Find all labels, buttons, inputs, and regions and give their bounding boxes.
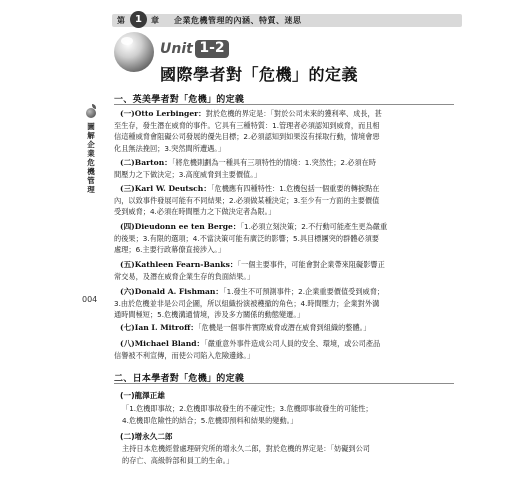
definition-text: 通時間極短；5.危機溝通情境，涉及多方關係的動態變遷。」	[114, 310, 305, 319]
unit-title: 國際學者對「危機」的定義	[160, 65, 359, 84]
definition-label: (八)Michael Bland：	[120, 339, 205, 348]
subsection-heading: (二)增永久二郎	[120, 432, 173, 441]
definition-item	[114, 157, 376, 180]
definition-label: (五)Kathleen Fearn-Banks：	[120, 260, 238, 269]
subsection-paragraph	[122, 443, 370, 466]
chapter-suffix: 章	[151, 16, 159, 25]
chapter-prefix: 第	[117, 16, 125, 25]
paragraph-line: 4.危機即危險性的結合；5.危機即預料和結果的變動。」	[122, 415, 298, 425]
definition-item	[120, 322, 370, 334]
definition-text: 至生存，發生潛在威脅的事件。它具有三種特質：1.管理者必須認知到威脅，而且相	[114, 120, 380, 130]
definition-text: 受到威脅；4.必須在時間壓力之下做決定者為限。」	[114, 207, 276, 216]
section-heading-1: 一、英美學者對「危機」的定義	[114, 95, 245, 105]
apple-icon	[86, 108, 96, 118]
section-heading-2: 二、日本學者對「危機」的定義	[114, 374, 245, 384]
definition-text: 化且無法挽回；3.突然間所遭遇。」	[114, 143, 226, 153]
definition-text: 「危機應有四種特性：1.危機包括一個重要的轉捩點在	[210, 184, 380, 193]
unit-ball-icon	[114, 32, 154, 72]
paragraph-line: 主持日本危機經營處理研究所的增永久二郎，對於危機的界定是：「妨礙到公司	[122, 444, 370, 453]
book-title-vertical: 圖解企業危機管理	[87, 122, 95, 194]
definition-item	[114, 221, 388, 256]
definition-text: 「1.發生不可預測事件；2.企業重要價值受到威脅；	[223, 287, 385, 296]
definition-text: 的後果；3.有限的選項；4.不當決策可能有廣泛的影響；5.具目標團突的群體必須要	[114, 233, 379, 243]
definition-label: (二)Barton：	[120, 158, 172, 167]
definition-item	[114, 108, 382, 154]
definition-text: 對於危機的界定是：「對於公司未來的獲利率、成長，甚	[205, 109, 382, 118]
definition-item	[114, 183, 380, 218]
subsection-heading: (一)龍澤正雄	[120, 391, 165, 400]
definition-item	[114, 259, 385, 282]
definition-label: (六)Donald A. Fishman：	[120, 287, 224, 296]
unit-ball-shine	[121, 37, 133, 45]
definition-text: 「嚴重意外事件造成公司人員的安全、環境，或公司產品	[204, 339, 381, 348]
definition-text: 處理；6.主要行政幕僚直接涉入。」	[114, 245, 226, 254]
definition-label: (三)Karl W. Deutsch：	[120, 184, 211, 193]
definition-text: 信這種威脅會阻礙公司發展的優先目標；2.必須認知到如果沒有採取行動，情境會惡	[114, 132, 380, 141]
definition-text: 常交易，及潛在威脅企業生存的負面結果。」	[114, 271, 255, 281]
page-number: 004	[82, 295, 98, 304]
definition-text: 信譽被不利宣傳，而使公司陷入危險邊緣。」	[114, 350, 255, 360]
definition-text: 內，以致事件發展可能有不同結果；2.必須做某種決定；3.至少有一方面的主要價值	[114, 195, 380, 205]
section-divider-1	[114, 104, 454, 105]
definition-label: (一)Otto Lerbinger：	[120, 109, 206, 118]
definition-text: 「1.必須立刻決策；2.不行動可能產生更為嚴重	[240, 222, 388, 231]
definition-text: 「一個主要事件，可能會對企業帶來阻礙影響正	[237, 260, 385, 269]
definition-text: 「將危機則劃為一種具有三項特性的情境：1.突然性；2.必須在時	[171, 158, 376, 167]
definition-text: 3.由於危機並非是公司企圖，所以組織扮演被穫撤的角色；4.時間壓力；企業對外溝	[114, 298, 380, 308]
unit-word: Unit	[160, 41, 193, 57]
definition-item	[114, 286, 385, 321]
definition-label: (四)Dieudonn ee ten Berge：	[120, 222, 241, 231]
unit-number: 1-2	[199, 40, 225, 56]
chapter-number-badge: 1	[130, 11, 147, 28]
paragraph-line: 的存亡、高級幹部和員工的生命。」	[122, 455, 234, 465]
definition-label: (七)Ian I. Mitroff：	[120, 323, 198, 332]
subsection-paragraph	[122, 403, 373, 426]
definition-text: 間壓力之下做決定；3.高度威脅到主要價值。」	[114, 169, 262, 179]
definition-item	[114, 338, 381, 361]
chapter-title: 企業危機管理的內涵、特質、迷思	[174, 16, 302, 25]
paragraph-line: 「1.危機即事故；2.危機即事故發生的不確定性；3.危機即事故發生的可能性；	[122, 404, 373, 413]
section-divider-2	[114, 383, 454, 384]
definition-text: 「危機是一個事件實際威脅或潛在威脅到組織的整體。」	[197, 323, 371, 332]
